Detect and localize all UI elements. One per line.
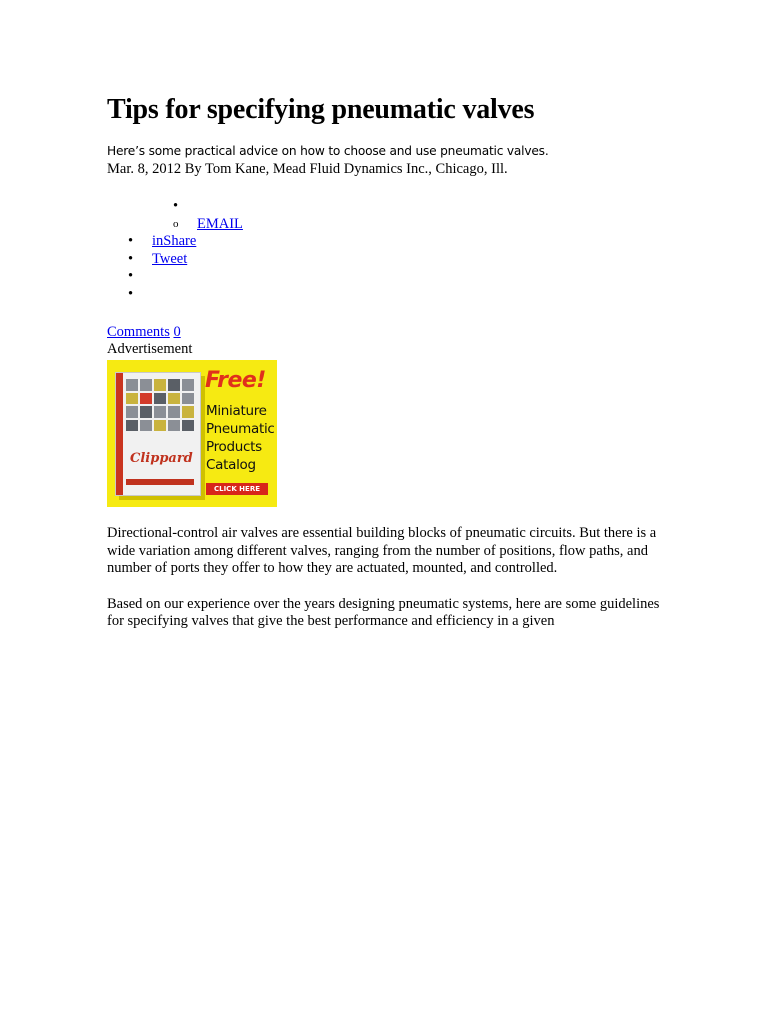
ad-line: Miniature bbox=[206, 403, 267, 419]
ad-line: Catalog bbox=[206, 457, 256, 473]
circle-bullet-icon: o bbox=[173, 217, 179, 230]
body-paragraph: Based on our experience over the years designing pneumatic systems, here are some guidelines for specifying valves that give the best performance and efficiency in a given bbox=[107, 595, 660, 629]
catalog-cover-image bbox=[115, 372, 201, 496]
bullet-icon: • bbox=[128, 268, 134, 284]
bullet-icon: • bbox=[128, 285, 134, 302]
share-list bbox=[107, 198, 667, 303]
ad-headline bbox=[206, 402, 275, 474]
advertisement-label: Advertisement bbox=[107, 341, 193, 357]
brand-logo: Clippard bbox=[130, 451, 193, 466]
bullet-icon: • bbox=[173, 198, 179, 214]
comments-link[interactable]: Comments bbox=[107, 324, 170, 340]
article-byline: Mar. 8, 2012 By Tom Kane, Mead Fluid Dynamics Inc., Chicago, Ill. bbox=[107, 161, 508, 177]
share-item-empty bbox=[107, 198, 667, 216]
email-link[interactable]: EMAIL bbox=[197, 215, 243, 232]
body-paragraph: Directional-control air valves are essential building blocks of pneumatic circuits. But there is a wide variation among different valves, ranging from the number of positions, flow paths, and number of ports they offer to how they are actuated, mounted, and controlled. bbox=[107, 525, 657, 576]
tweet-link[interactable]: Tweet bbox=[152, 250, 188, 267]
ad-line: Pneumatic bbox=[206, 421, 275, 437]
bullet-icon: • bbox=[128, 233, 134, 249]
catalog-spine bbox=[116, 373, 123, 495]
share-item-empty bbox=[107, 286, 667, 304]
catalog-ad-banner[interactable] bbox=[107, 360, 277, 507]
ad-free-text: Free! bbox=[205, 368, 266, 393]
article-deck: Here’s some practical advice on how to choose and use pneumatic valves. bbox=[107, 144, 549, 158]
share-item-tweet bbox=[107, 251, 667, 269]
catalog-strip bbox=[126, 479, 194, 485]
share-item-inshare bbox=[107, 233, 667, 251]
article-title: Tips for specifying pneumatic valves bbox=[107, 94, 535, 125]
ad-line: Products bbox=[206, 439, 262, 455]
article-body bbox=[107, 525, 667, 631]
share-item-email bbox=[107, 216, 667, 234]
click-here-button[interactable]: CLICK HERE bbox=[206, 483, 268, 495]
comments bbox=[107, 323, 667, 341]
bullet-icon: • bbox=[128, 250, 134, 267]
comments-count[interactable]: 0 bbox=[173, 324, 181, 340]
inshare-link[interactable]: inShare bbox=[152, 233, 197, 249]
share-item-empty bbox=[107, 268, 667, 286]
catalog-photo-grid bbox=[126, 379, 194, 431]
article bbox=[107, 92, 667, 631]
